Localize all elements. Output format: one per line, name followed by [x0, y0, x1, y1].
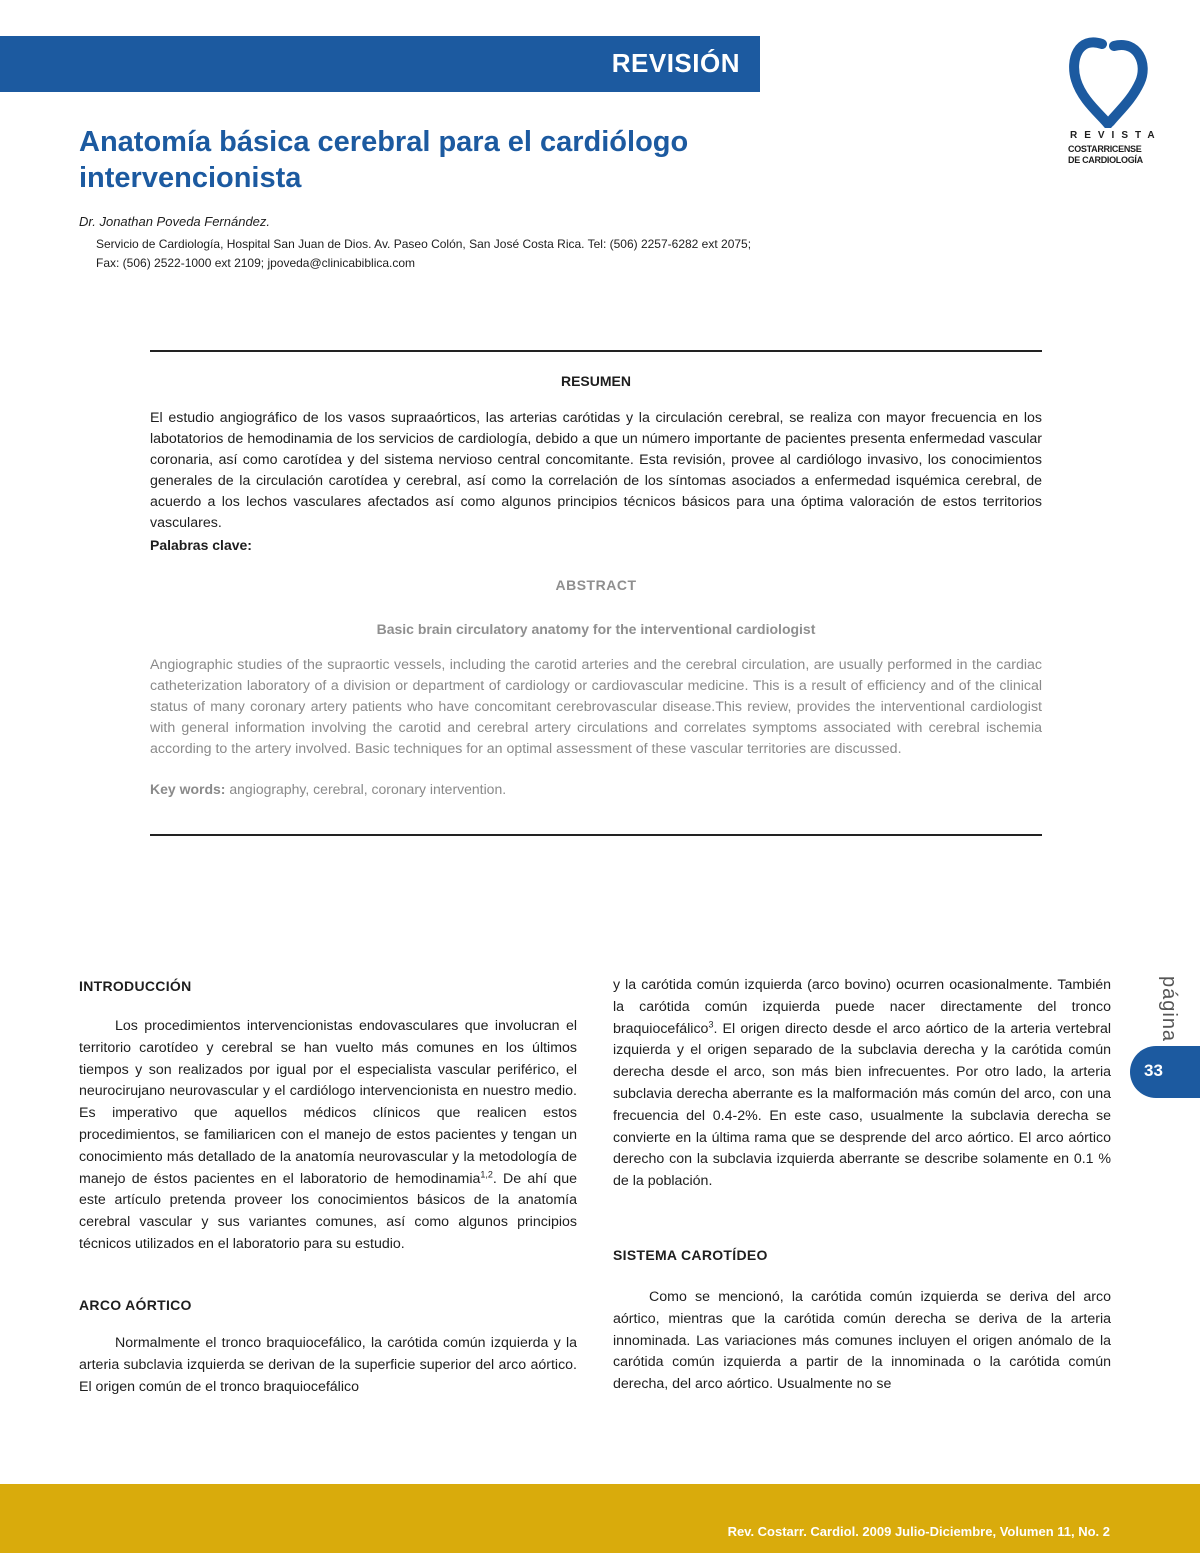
- sistema-carotideo-heading: SISTEMA CAROTÍDEO: [613, 1247, 768, 1263]
- key-words-label: Key words:: [150, 781, 226, 797]
- footer-bar: [0, 1484, 1200, 1553]
- intro-text-b: . De ahí que este artículo pretenda proveer los conocimientos básicos de la anatomía cerebral vascular y sus variantes comunes, así como algunos principios técnicos utilizados en el laboratorio para su estudio.: [79, 1170, 577, 1252]
- intro-text-a: Los procedimientos intervencionistas endovasculares que involucran el territorio carotídeo y cerebral se han vuelto más comunes en los últimos tiempos y son realizados por igual por el especialista vascular periférico, el neurocirujano neurovascular y el cardiólogo intervencionista en nuestro medio. Es imperativo que aquellos médicos clínicos que realicen estos procedimientos, se familiaricen con el manejo de estos pacientes y tengan un conocimiento más detallado de la anatomía neurovascular y la metodología de manejo de éstos pacientes en el laboratorio de hemodinamia: [79, 1018, 577, 1187]
- article-title: [79, 124, 899, 196]
- abstract-bottom-rule: [150, 834, 1042, 836]
- page-word-vertical: [1140, 976, 1200, 1043]
- sistema-carotideo-paragraph: Como se mencionó, la carótida común izquierda se deriva del arco aórtico, mientras que la carótida común derecha se deriva de la arteria innominada. Las variaciones más comunes incluyen el origen anómalo de la carótida común izquierda a partir de la innominada o la carótida común derecha, del arco aórtico. Usualmente no se: [613, 1289, 1111, 1393]
- article-title-line1: Anatomía básica cerebral para el cardiólogo: [79, 126, 689, 158]
- key-words-values: angiography, cerebral, coronary intervention.: [225, 781, 507, 797]
- abstract-top-rule: [150, 350, 1042, 352]
- palabras-clave-label: Palabras clave:: [150, 537, 252, 553]
- column2-reference: 3: [708, 1018, 714, 1029]
- logo-text-costarricense: COSTARRICENSE: [1068, 144, 1142, 154]
- article-title-line2: intervencionista: [79, 162, 302, 194]
- intro-paragraph: [79, 1016, 577, 1256]
- abstract-heading: ABSTRACT: [555, 577, 637, 593]
- footer-citation: Rev. Costarr. Cardiol. 2009 Julio-Diciembre, Volumen 11, No. 2: [727, 1524, 1110, 1539]
- resumen-heading: RESUMEN: [560, 373, 631, 389]
- heart-logo-icon: [1068, 36, 1148, 128]
- column2-text-b: . El origen directo desde el arco aórtico de la arteria vertebral izquierda y el origen separado de la subclavia derecha y la carótida común derecha desde el arco, son más bien infrecuentes. Por otro lado, la arteria subclavia derecha aberrante es la malformación más común del arco, con una frecuencia del 0.4-2%. En este caso, usualmente la subclavia derecha se convierte en la última rama que se desprende del arco aórtico. El arco aórtico derecho con la subclavia izquierda aberrante se describe solamente en 0.1 % de la población.: [613, 1020, 1111, 1190]
- section-label: REVISIÓN: [611, 48, 740, 78]
- resumen-body: El estudio angiográfico de los vasos supraaórticos, las arterias carótidas y la circulación cerebral, se realiza con mayor frecuencia en los labotatorios de hemodinamia de los servicios de cardiología, debido a que un número importante de pacientes presenta enfermedad vascular coronaria, así como carotídea y del sistema nervioso central concomitante. Esta revisión, provee al cardiólogo invasivo, los conocimientos generales de la circulación carotídea y cerebral, así como la correlación de los síntomas asociados a enfermedad isquémica cerebral, de acuerdo a los lechos vasculares afectados así como algunos principios técnicos básicos para una óptima valoración de estos territorios vasculares.: [150, 410, 1042, 531]
- column2-paragraph: [613, 975, 1111, 1193]
- arco-aortico-heading: ARCO AÓRTICO: [79, 1297, 192, 1313]
- intro-reference: 1,2: [480, 1168, 493, 1179]
- key-words: [150, 781, 506, 797]
- section-banner: [0, 36, 760, 92]
- abstract-subtitle: Basic brain circulatory anatomy for the interventional cardiologist: [376, 621, 816, 637]
- affiliation-line2: Fax: (506) 2522-1000 ext 2109; jpoveda@clinicabiblica.com: [96, 256, 416, 270]
- logo-text-revista: REVISTA: [1070, 130, 1162, 141]
- intro-heading: INTRODUCCIÓN: [79, 978, 192, 994]
- abstract-body: Angiographic studies of the supraortic vessels, including the carotid arteries and the cerebral circulation, are usually performed in the cardiac catheterization laboratory of a division or department of cardiology or cardiovascular medicine. This is a result of efficiency and of the clinical status of many coronary artery patients who have concomitant cerebrovascular disease.This review, provides the interventional cardiologist with general information involving the carotid and cerebral artery circulations and correlates symptoms associated with cerebral ischemia according to the artery involved. Basic techniques for an optimal assessment of these vascular territories are discussed.: [150, 657, 1042, 757]
- page-word: página: [1158, 976, 1180, 1043]
- logo-text-cardiologia: DE CARDIOLOGÍA: [1068, 155, 1143, 165]
- author-name: Dr. Jonathan Poveda Fernández.: [79, 214, 271, 229]
- column2-text-a: y la carótida común izquierda (arco bovino) ocurren ocasionalmente. También la carótida común izquierda puede nacer directamente del tronco braquiocefálico: [613, 977, 1111, 1037]
- arco-aortico-paragraph: Normalmente el tronco braquiocefálico, la carótida común izquierda y la arteria subclavia izquierda se derivan de la superficie superior del arco aórtico. El origen común de el tronco braquiocefálico: [79, 1335, 577, 1395]
- journal-logo: [1062, 36, 1162, 176]
- page-number-tab: [1130, 1046, 1200, 1098]
- affiliation-line1: Servicio de Cardiología, Hospital San Juan de Dios. Av. Paseo Colón, San José Costa Rica. Tel: (506) 2257-6282 ext 2075;: [96, 237, 752, 251]
- page-number: 33: [1144, 1061, 1163, 1080]
